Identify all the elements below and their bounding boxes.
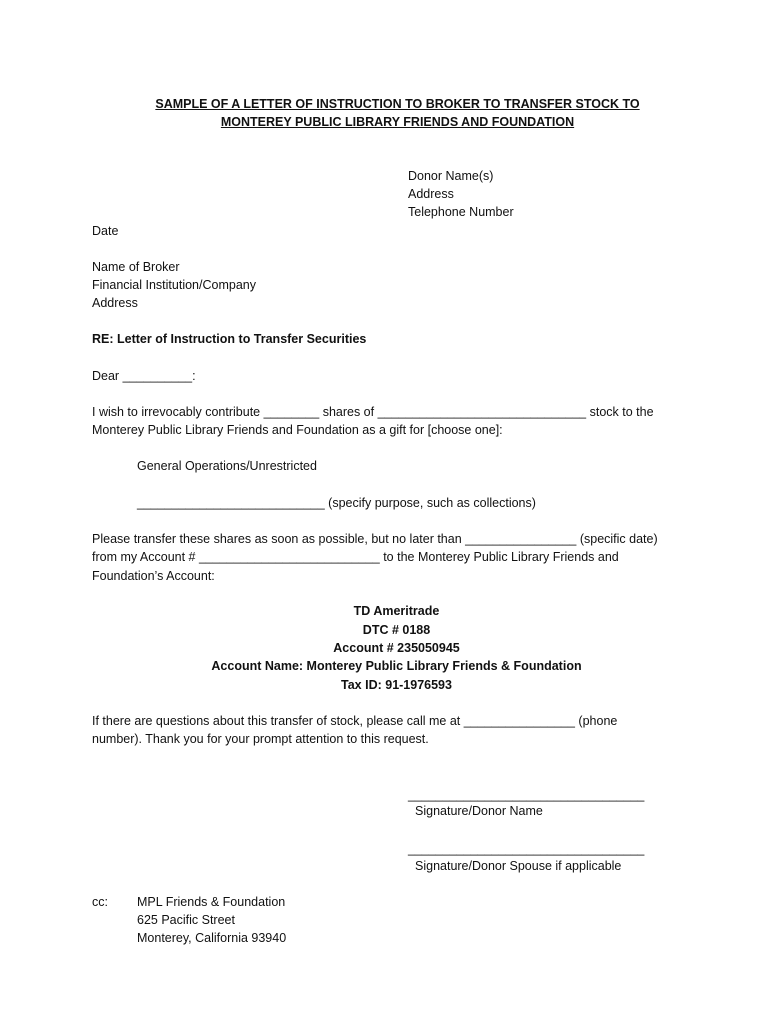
donor-address: Address [408, 187, 454, 201]
option-general: General Operations/Unrestricted [137, 459, 317, 473]
date-label: Date [92, 224, 119, 238]
cc-city: Monterey, California 93940 [137, 931, 287, 945]
broker-name: Name of Broker [92, 260, 180, 274]
cc-label: cc: [92, 895, 108, 909]
re-line: RE: Letter of Instruction to Transfer Securities [92, 332, 367, 346]
donor-telephone: Telephone Number [408, 205, 514, 219]
questions-line-2: number). Thank you for your prompt attention to this request. [92, 732, 429, 746]
transfer-line-2: from my Account # __________________________ to the Monterey Public Library Friends and [92, 550, 619, 564]
contribution-line-1: I wish to irrevocably contribute ________ shares of ______________________________ stock to the [92, 405, 654, 419]
cc-street: 625 Pacific Street [137, 913, 235, 927]
salutation: Dear __________: [92, 369, 196, 383]
account-tax-id: Tax ID: 91-1976593 [341, 678, 452, 692]
title-line-1: SAMPLE OF A LETTER OF INSTRUCTION TO BROKER TO TRANSFER STOCK TO [155, 97, 640, 111]
signature-donor-label: Signature/Donor Name [415, 804, 543, 818]
account-dtc: DTC # 0188 [362, 623, 431, 637]
broker-institution: Financial Institution/Company [92, 278, 256, 292]
contribution-line-2: Monterey Public Library Friends and Foundation as a gift for [choose one]: [92, 423, 503, 437]
option-specific: ___________________________ (specify purpose, such as collections) [137, 496, 536, 510]
donor-name: Donor Name(s) [408, 169, 494, 183]
account-broker: TD Ameritrade [353, 604, 440, 618]
signature-spouse-label: Signature/Donor Spouse if applicable [415, 859, 622, 873]
account-name: Account Name: Monterey Public Library Friends & Foundation [211, 659, 582, 673]
signature-line-spouse: __________________________________ [408, 842, 645, 856]
transfer-line-1: Please transfer these shares as soon as possible, but no later than ________________ (specific date) [92, 532, 658, 546]
questions-line-1: If there are questions about this transfer of stock, please call me at ________________ (phone [92, 714, 618, 728]
transfer-line-3: Foundation’s Account: [92, 569, 215, 583]
cc-org: MPL Friends & Foundation [137, 895, 286, 909]
signature-line-donor: __________________________________ [408, 788, 645, 802]
title-line-2: MONTEREY PUBLIC LIBRARY FRIENDS AND FOUNDATION [220, 115, 575, 129]
account-number: Account # 235050945 [333, 641, 460, 655]
broker-address: Address [92, 296, 138, 310]
